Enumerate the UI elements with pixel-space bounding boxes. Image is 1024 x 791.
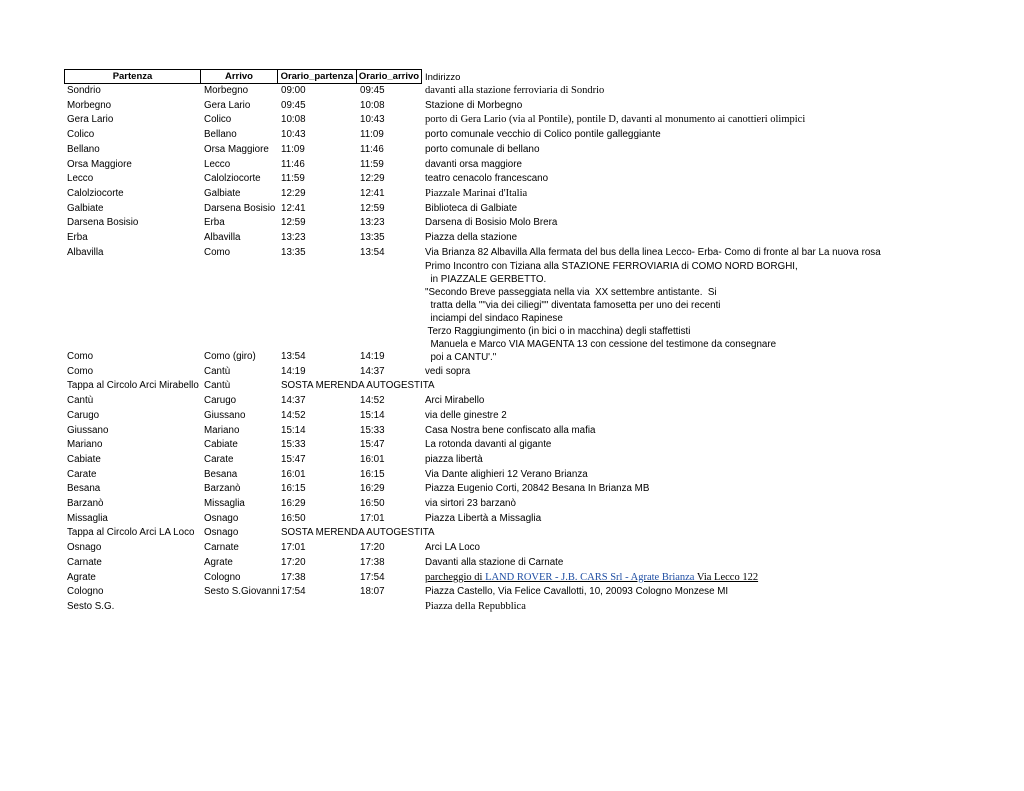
cell-partenza[interactable]: Como <box>67 365 94 377</box>
header-orario-partenza[interactable]: Orario_partenza <box>278 69 357 84</box>
cell-indirizzo[interactable]: Piazza Castello, Via Felice Cavallotti, 10, 20093 Cologno Monzese MI <box>425 586 729 598</box>
cell-arrivo[interactable]: Erba <box>204 217 225 229</box>
cell-partenza[interactable]: Carnate <box>67 556 102 568</box>
cell-orario-arrivo[interactable]: 12:59 <box>360 202 385 214</box>
cell-partenza[interactable]: Giussano <box>67 424 109 436</box>
cell-orario-partenza[interactable]: 17:54 <box>281 586 306 598</box>
cell-orario-partenza[interactable]: 17:20 <box>281 556 306 568</box>
table-row <box>64 453 881 468</box>
cell-partenza[interactable]: Cantù <box>67 395 94 407</box>
cell-indirizzo[interactable]: vedi sopra <box>425 365 471 377</box>
cell-merged-note[interactable]: SOSTA MERENDA AUTOGESTITA <box>281 380 435 392</box>
cell-orario-partenza[interactable]: 16:50 <box>281 512 306 524</box>
cell-orario-arrivo[interactable]: 11:59 <box>360 158 384 170</box>
cell-orario-arrivo[interactable]: 16:29 <box>360 483 385 495</box>
cell-partenza[interactable]: Como <box>67 350 94 362</box>
header-indirizzo[interactable]: Indirizzo <box>425 72 461 83</box>
cell-indirizzo[interactable]: Piazza della Repubblica <box>425 600 526 612</box>
cell-orario-arrivo[interactable]: 14:52 <box>360 395 385 407</box>
cell-orario-partenza[interactable]: 15:14 <box>281 424 306 436</box>
cell-orario-partenza[interactable]: 17:01 <box>281 542 306 554</box>
table-row <box>64 260 881 364</box>
cell-arrivo[interactable]: Agrate <box>204 556 233 568</box>
cell-indirizzo[interactable]: Biblioteca di Galbiate <box>425 202 518 214</box>
cell-arrivo[interactable]: Como (giro) <box>204 350 256 362</box>
table-row <box>64 512 881 527</box>
cell-merged-note[interactable]: SOSTA MERENDA AUTOGESTITA <box>281 527 435 539</box>
cell-partenza[interactable]: Missaglia <box>67 512 108 524</box>
table-row <box>64 99 881 114</box>
cell-partenza[interactable]: Mariano <box>67 439 103 451</box>
cell-indirizzo[interactable]: porto comunale di bellano <box>425 143 540 155</box>
cell-orario-partenza[interactable]: 13:23 <box>281 232 306 244</box>
cell-orario-arrivo[interactable]: 15:14 <box>360 409 385 421</box>
table-row <box>64 468 881 483</box>
cell-orario-arrivo[interactable]: 17:20 <box>360 542 385 554</box>
cell-arrivo[interactable]: Orsa Maggiore <box>204 143 269 155</box>
cell-partenza[interactable]: Carugo <box>67 409 100 421</box>
cell-partenza[interactable]: Gera Lario <box>67 114 114 126</box>
table-row <box>64 482 881 497</box>
table-row <box>64 497 881 512</box>
cell-indirizzo[interactable]: Piazza Libertà a Missaglia <box>425 512 542 524</box>
cell-orario-partenza[interactable]: 13:54 <box>281 350 306 362</box>
table-row <box>64 84 881 99</box>
cell-orario-arrivo[interactable]: 12:41 <box>360 187 385 199</box>
cell-partenza[interactable]: Bellano <box>67 143 100 155</box>
cell-arrivo[interactable]: Como <box>204 246 231 258</box>
cell-arrivo[interactable]: Giussano <box>204 409 246 421</box>
cell-orario-partenza[interactable]: 10:43 <box>281 129 306 141</box>
cell-orario-arrivo[interactable]: 13:23 <box>360 217 385 229</box>
cell-arrivo[interactable]: Carugo <box>204 395 237 407</box>
table-row <box>64 541 881 556</box>
cell-indirizzo[interactable]: Via Brianza 82 Albavilla Alla fermata del bus della linea Lecco- Erba- Como di fronte al bar La nuova rosa <box>425 246 881 258</box>
cell-partenza[interactable]: Albavilla <box>67 246 104 258</box>
table-row <box>64 571 881 586</box>
cell-orario-partenza[interactable]: 11:46 <box>281 158 305 170</box>
cell-arrivo[interactable]: Cabiate <box>204 439 238 451</box>
cell-orario-arrivo[interactable]: 16:01 <box>360 453 385 465</box>
spreadsheet <box>64 69 881 615</box>
cell-orario-arrivo[interactable]: 16:50 <box>360 498 385 510</box>
cell-partenza[interactable]: Calolziocorte <box>67 187 124 199</box>
cell-orario-partenza[interactable]: 15:47 <box>281 453 306 465</box>
link-text[interactable]: parcheggio di <box>425 571 486 583</box>
cell-arrivo[interactable]: Colico <box>204 114 232 126</box>
cell-orario-partenza[interactable]: 14:19 <box>281 365 306 377</box>
cell-indirizzo[interactable]: davanti alla stazione ferroviaria di Sondrio <box>425 85 605 96</box>
cell-indirizzo[interactable]: davanti orsa maggiore <box>425 158 522 170</box>
table-row <box>64 202 881 217</box>
cell-orario-partenza[interactable]: 14:37 <box>281 395 306 407</box>
cell-indirizzo[interactable]: Arci LA Loco <box>425 542 481 554</box>
cell-partenza[interactable]: Osnago <box>67 542 102 554</box>
cell-indirizzo[interactable]: porto comunale vecchio di Colico pontile galleggiante <box>425 129 661 141</box>
cell-orario-partenza[interactable]: 13:35 <box>281 246 306 258</box>
cell-arrivo[interactable]: Mariano <box>204 424 240 436</box>
table-row <box>64 526 881 541</box>
table-row <box>64 172 881 187</box>
cell-indirizzo[interactable]: Stazione di Morbegno <box>425 99 523 111</box>
cell-arrivo[interactable]: Barzanò <box>204 483 241 495</box>
header-orario-arrivo[interactable]: Orario_arrivo <box>357 69 422 84</box>
table-row <box>64 424 881 439</box>
cell-orario-arrivo[interactable]: 17:01 <box>360 512 385 524</box>
cell-indirizzo[interactable]: Arci Mirabello <box>425 395 485 407</box>
cell-arrivo[interactable]: Sesto S.Giovanni <box>204 586 280 598</box>
cell-partenza[interactable]: Darsena Bosisio <box>67 217 139 229</box>
table-row <box>64 246 881 261</box>
cell-partenza[interactable]: Barzanò <box>67 498 104 510</box>
cell-partenza[interactable]: Besana <box>67 483 101 495</box>
cell-indirizzo[interactable]: La rotonda davanti al gigante <box>425 439 552 451</box>
table-row <box>64 231 881 246</box>
link-text-blue[interactable]: LAND ROVER - J.B. CARS Srl - Agrate Brianza <box>485 571 695 583</box>
cell-indirizzo[interactable]: Casa Nostra bene confiscato alla mafia <box>425 424 596 436</box>
cell-indirizzo[interactable]: Darsena di Bosisio Molo Brera <box>425 217 558 229</box>
table-row <box>64 409 881 424</box>
cell-orario-arrivo[interactable]: 10:43 <box>360 114 385 126</box>
cell-arrivo[interactable]: Gera Lario <box>204 99 251 111</box>
cell-orario-arrivo[interactable]: 09:45 <box>360 85 385 96</box>
table-row <box>64 128 881 143</box>
cell-partenza[interactable]: Carate <box>67 468 97 480</box>
cell-orario-arrivo[interactable]: 18:07 <box>360 586 385 598</box>
cell-indirizzo[interactable]: Piazza Eugenio Corti, 20842 Besana In Brianza MB <box>425 483 650 495</box>
cell-arrivo[interactable]: Carate <box>204 453 234 465</box>
cell-arrivo[interactable]: Missaglia <box>204 498 245 510</box>
cell-indirizzo[interactable]: Piazzale Marinai d'Italia <box>425 187 528 199</box>
cell-indirizzo[interactable]: via sirtori 23 barzanò <box>425 498 516 510</box>
cell-orario-partenza[interactable]: 11:59 <box>281 173 305 185</box>
cell-indirizzo[interactable]: teatro cenacolo francescano <box>425 173 549 185</box>
cell-indirizzo[interactable]: via delle ginestre 2 <box>425 409 507 421</box>
table-body <box>64 84 881 615</box>
cell-arrivo[interactable]: Osnago <box>204 512 239 524</box>
table-row <box>64 379 881 394</box>
cell-indirizzo[interactable]: Piazza della stazione <box>425 232 518 244</box>
link-text[interactable]: Via Lecco 122 <box>694 571 759 583</box>
cell-orario-partenza[interactable]: 09:00 <box>281 85 306 96</box>
cell-orario-partenza[interactable]: 17:38 <box>281 571 306 583</box>
cell-arrivo[interactable]: Bellano <box>204 129 237 141</box>
header-arrivo[interactable]: Arrivo <box>201 69 278 84</box>
cell-arrivo[interactable]: Albavilla <box>204 232 241 244</box>
cell-partenza[interactable]: Cabiate <box>67 453 101 465</box>
cell-orario-arrivo[interactable]: 13:35 <box>360 232 385 244</box>
cell-arrivo[interactable]: Lecco <box>204 158 231 170</box>
cell-orario-partenza[interactable]: 11:09 <box>281 143 305 155</box>
cell-orario-arrivo[interactable]: 16:15 <box>360 468 385 480</box>
cell-orario-partenza[interactable]: 16:01 <box>281 468 306 480</box>
cell-partenza[interactable]: Agrate <box>67 571 96 583</box>
cell-arrivo[interactable]: Osnago <box>204 527 239 539</box>
header-partenza[interactable]: Partenza <box>64 69 201 84</box>
cell-arrivo[interactable]: Morbegno <box>204 85 249 96</box>
cell-orario-partenza[interactable]: 10:08 <box>281 114 306 126</box>
cell-orario-arrivo[interactable]: 11:09 <box>360 129 384 141</box>
table-row <box>64 158 881 173</box>
cell-partenza[interactable]: Galbiate <box>67 202 104 214</box>
cell-orario-partenza[interactable]: 14:52 <box>281 409 306 421</box>
table-row <box>64 600 881 615</box>
cell-partenza[interactable]: Erba <box>67 232 88 244</box>
cell-indirizzo[interactable]: Primo Incontro con Tiziana alla STAZIONE FERROVIARIA di COMO NORD BORGHI, in PIAZZALE GERBETTO. "Secondo Breve passeggiata nella via XX settembre antistante. Si tratta della ""via dei ciliegi"" diventata famosetta per uno dei recenti inciampi del sindaco Rapinese Terzo Raggiungimento (in bici o in macchina) degli staffettisti Manuela e Marco VIA MAGENTA 13 con cessione del testimone da consegnare poi a CANTU'." <box>425 261 798 363</box>
cell-orario-partenza[interactable]: 12:59 <box>281 217 306 229</box>
cell-orario-arrivo[interactable]: 10:08 <box>360 99 385 111</box>
table-row <box>64 113 881 128</box>
cell-partenza[interactable]: Tappa al Circolo Arci Mirabello <box>67 380 199 392</box>
cell-indirizzo[interactable]: Davanti alla stazione di Carnate <box>425 556 564 568</box>
cell-orario-arrivo[interactable]: 17:38 <box>360 556 385 568</box>
table-row <box>64 365 881 380</box>
cell-partenza[interactable]: Lecco <box>67 173 94 185</box>
cell-partenza[interactable]: Morbegno <box>67 99 112 111</box>
cell-orario-partenza[interactable]: 12:29 <box>281 187 306 199</box>
cell-orario-partenza[interactable]: 15:33 <box>281 439 306 451</box>
table-row <box>64 216 881 231</box>
cell-arrivo[interactable]: Darsena Bosisio <box>204 202 276 214</box>
cell-orario-partenza[interactable]: 12:41 <box>281 202 306 214</box>
table-row <box>64 143 881 158</box>
cell-arrivo[interactable]: Besana <box>204 468 238 480</box>
cell-partenza[interactable]: Colico <box>67 129 95 141</box>
cell-partenza[interactable]: Tappa al Circolo Arci LA Loco <box>67 527 195 539</box>
cell-orario-arrivo[interactable]: 14:19 <box>360 350 385 362</box>
cell-orario-arrivo[interactable]: 13:54 <box>360 246 385 258</box>
header-row <box>64 69 881 84</box>
cell-indirizzo[interactable]: porto di Gera Lario (via al Pontile), pontile D, davanti al monumento ai canottieri olimpici <box>425 114 806 126</box>
cell-orario-partenza[interactable]: 16:15 <box>281 483 306 495</box>
cell-arrivo[interactable]: Calolziocorte <box>204 173 261 185</box>
cell-partenza[interactable]: Sesto S.G. <box>67 600 115 612</box>
cell-orario-arrivo[interactable]: 15:47 <box>360 439 385 451</box>
cell-arrivo[interactable]: Galbiate <box>204 187 241 199</box>
table-row <box>64 187 881 202</box>
cell-partenza[interactable]: Cologno <box>67 586 104 598</box>
cell-indirizzo[interactable]: Via Dante alighieri 12 Verano Brianza <box>425 468 588 480</box>
cell-orario-arrivo[interactable]: 17:54 <box>360 571 385 583</box>
cell-arrivo[interactable]: Carnate <box>204 542 239 554</box>
cell-partenza[interactable]: Sondrio <box>67 85 101 96</box>
cell-orario-arrivo[interactable]: 15:33 <box>360 424 385 436</box>
cell-arrivo[interactable]: Cantù <box>204 380 231 392</box>
table-row <box>64 556 881 571</box>
cell-orario-arrivo[interactable]: 14:37 <box>360 365 385 377</box>
table-row <box>64 394 881 409</box>
cell-orario-partenza[interactable]: 09:45 <box>281 99 306 111</box>
table-row <box>64 438 881 453</box>
cell-arrivo[interactable]: Cantù <box>204 365 231 377</box>
cell-orario-arrivo[interactable]: 12:29 <box>360 173 385 185</box>
cell-orario-partenza[interactable]: 16:29 <box>281 498 306 510</box>
cell-indirizzo[interactable] <box>422 571 758 586</box>
cell-partenza[interactable]: Orsa Maggiore <box>67 158 132 170</box>
cell-indirizzo[interactable]: piazza libertà <box>425 453 483 465</box>
cell-orario-arrivo[interactable]: 11:46 <box>360 143 384 155</box>
cell-arrivo[interactable]: Cologno <box>204 571 241 583</box>
table-row <box>64 585 881 600</box>
